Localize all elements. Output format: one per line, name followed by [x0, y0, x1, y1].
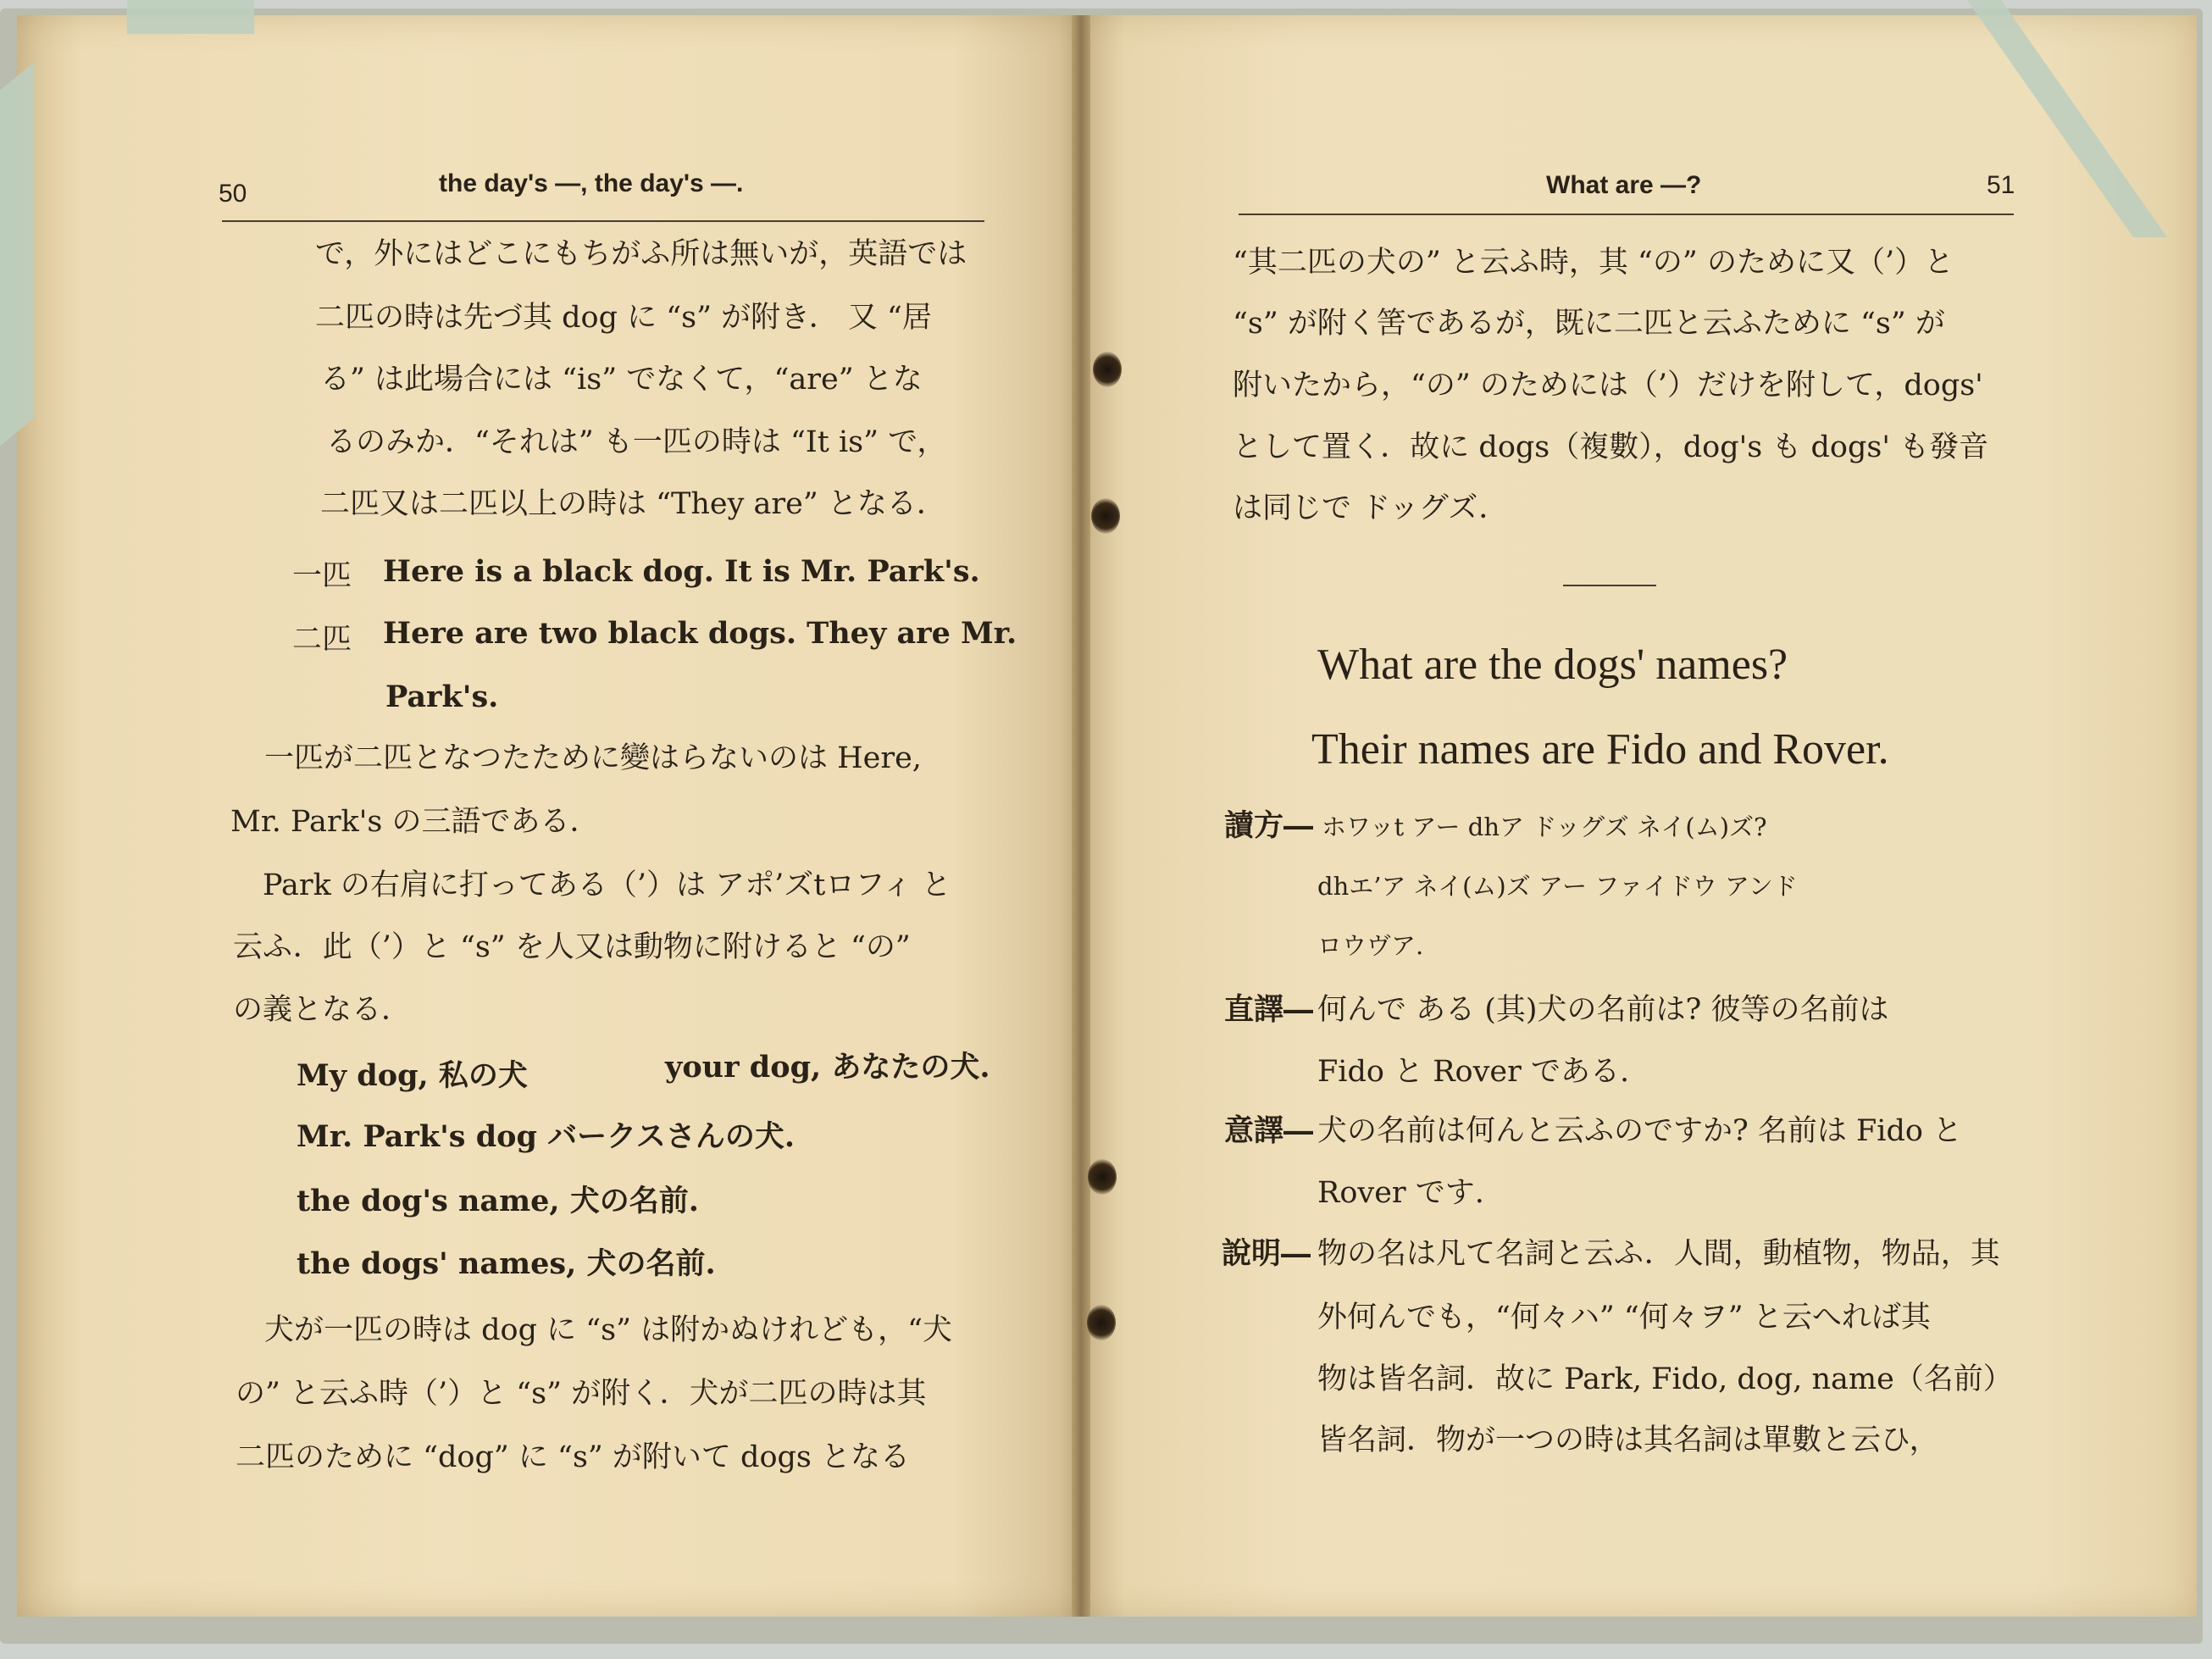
- corner-strap-top-left: [127, 0, 254, 34]
- iyaku-line-1: 犬の名前は何んと云ふのですか? 名前は Fido と: [1317, 1114, 1963, 1148]
- right-line-3: 附いたから，“の” のためには（’）だけを附して，dogs': [1233, 369, 1983, 402]
- chokuyaku-line-2: Fido と Rover である.: [1317, 1055, 1630, 1089]
- left-page-number: 50: [219, 180, 247, 208]
- left-para3-line-1: Park の右肩に打ってある（’）は アポ’ズtロフィ と: [263, 868, 951, 902]
- binding-hole-4: [1087, 1305, 1116, 1340]
- iyaku-label: 意譯―: [1224, 1113, 1314, 1148]
- left-para4-line-1: 犬が一匹の時は dog に “s” は附かぬけれども，“犬: [264, 1313, 953, 1347]
- right-running-head: What are ―?: [1546, 171, 1702, 199]
- right-page-number: 51: [1987, 171, 2015, 199]
- corner-strap-left: [0, 62, 34, 447]
- right-line-5: は同じで ドッグズ．: [1233, 491, 1509, 525]
- yomikata-line-1: ホワッt アー dhア ドッグズ ネイ(ム)ズ?: [1322, 813, 1767, 841]
- chokuyaku-label: 直譯―: [1224, 992, 1314, 1027]
- binding-hole-1: [1093, 352, 1122, 387]
- example-label-2: 二匹: [292, 623, 352, 657]
- setsumei-label: 說明―: [1222, 1236, 1311, 1271]
- left-para4-line-3: 二匹のために “dog” に “s” が附いて dogs となる: [236, 1440, 911, 1474]
- right-line-2: “s” が附く筈であるが，既に二匹と云ふために “s” が: [1233, 307, 1945, 341]
- setsumei-line-1: 物の名は凡て名詞と云ふ．人間，動植物，物品，其: [1317, 1237, 2000, 1271]
- left-para3-line-3: の義となる．: [233, 993, 412, 1027]
- left-para3-line-2: 云ふ．此（’）と “s” を人又は動物に附けると “の”: [233, 930, 911, 964]
- phrase-4: the dogs' names, 犬の名前.: [297, 1246, 716, 1281]
- yomikata-line-3: ロウヴア.: [1317, 931, 1424, 960]
- example-text-1: Here is a black dog. It is Mr. Park's.: [383, 554, 980, 589]
- phrase-1b: your dog, あなたの犬.: [665, 1050, 990, 1085]
- left-para4-line-2: の” と云ふ時（’）と “s” が附く．犬が二匹の時は其: [236, 1377, 927, 1411]
- left-line-2: 二匹の時は先づ其 dog に “s” が附き． 又 “居: [315, 301, 932, 335]
- right-line-4: として置く．故に dogs（複數），dog's も dogs' も發音: [1233, 430, 1989, 464]
- right-head-rule: [1239, 214, 2014, 215]
- setsumei-line-3: 物は皆名詞．故に Park, Fido, dog, name（名前）: [1317, 1362, 2013, 1396]
- setsumei-line-2: 外何んでも，“何々ハ” “何々ヲ” と云へれば其: [1317, 1301, 1931, 1334]
- yomikata-label: 讀方―: [1224, 808, 1314, 843]
- question-sentence: What are the dogs' names?: [1317, 641, 1788, 689]
- left-head-rule: [222, 220, 984, 222]
- left-line-3: る” は此場合には “is” でなくて，“are” とな: [320, 363, 923, 397]
- yomikata-line-2: dhエ’ア ネイ(ム)ズ アー ファイドウ アンド: [1317, 872, 1798, 901]
- answer-sentence: Their names are Fido and Rover.: [1311, 725, 1889, 774]
- section-divider: [1563, 585, 1656, 586]
- left-line-1: で，外にはどこにもちがふ所は無いが，英語では: [315, 237, 967, 271]
- example-text-2: Here are two black dogs. They are Mr.: [383, 616, 1017, 651]
- chokuyaku-line-1: 何んで ある (其)犬の名前は? 彼等の名前は: [1317, 993, 1889, 1027]
- iyaku-line-2: Rover です.: [1317, 1176, 1484, 1210]
- right-line-1: “其二匹の犬の” と云ふ時，其 “の” のために又（’）と: [1233, 246, 1954, 280]
- left-para2-line-1: 一匹が二匹となつたために變はらないのは Here,: [264, 741, 922, 775]
- phrase-2: Mr. Park's dog バークスさんの犬.: [297, 1119, 796, 1154]
- example-text-3: Park's.: [385, 680, 499, 714]
- phrase-1a: My dog, 私の犬: [297, 1058, 528, 1093]
- phrase-3: the dog's name, 犬の名前.: [297, 1184, 699, 1218]
- left-line-5: 二匹又は二匹以上の時は “They are” となる．: [320, 487, 946, 521]
- binding-hole-2: [1091, 498, 1120, 534]
- left-para2-line-2: Mr. Park's の三語である．: [230, 805, 600, 839]
- setsumei-line-4: 皆名詞．物が一つの時は其名詞は單數と云ひ，: [1317, 1423, 1939, 1457]
- example-label-1: 一匹: [292, 559, 352, 593]
- binding-hole-3: [1088, 1159, 1117, 1195]
- left-running-head: the day's ―, the day's ―.: [439, 169, 744, 197]
- book-gutter: [1072, 15, 1090, 1617]
- left-line-4: るのみか．“それは” も一匹の時は “It is” で，: [326, 425, 947, 459]
